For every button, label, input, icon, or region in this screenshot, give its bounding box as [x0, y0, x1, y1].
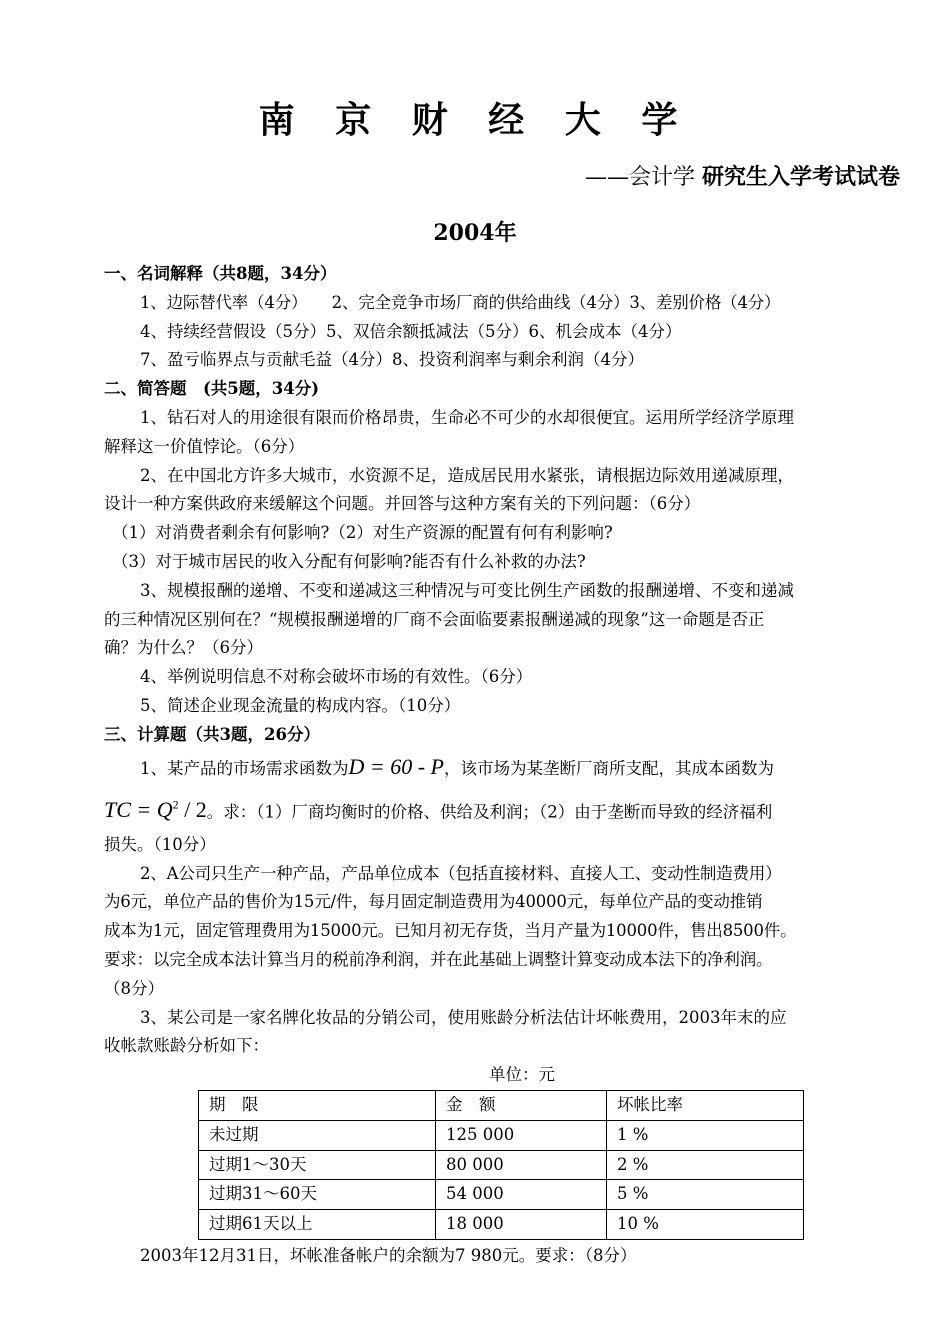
table-cell: 2 % — [607, 1150, 804, 1180]
table-unit-label: 单位：元 — [489, 1065, 555, 1085]
table-cell: 5 % — [607, 1180, 804, 1210]
table-row — [199, 1210, 804, 1240]
question-line — [104, 786, 900, 831]
table-cell: 18 000 — [436, 1210, 607, 1240]
question-line: 的三种情况区别何在？“规模报酬递增的厂商不会面临要素报酬递减的现象”这一命题是否正 — [104, 609, 765, 629]
table-cell: 80 000 — [436, 1150, 607, 1180]
subtitle-exam-name: 研究生入学考试试卷 — [701, 164, 900, 190]
question-line: 2003年12月31日，坏帐准备帐户的余额为7 980元。要求：（8分） — [140, 1246, 637, 1266]
question-line: 要求：以完全成本法计算当月的税前净利润，并在此基础上调整计算变动成本法下的净利润。 — [104, 950, 773, 970]
question-line: 成本为1元，固定管理费用为15000元。已知月初无存货，当月产量为10000件，售出8500件。 — [104, 921, 797, 941]
question-line: 4、举例说明信息不对称会破坏市场的有效性。（6分） — [140, 667, 533, 687]
table-cell: 1 % — [607, 1120, 804, 1150]
question-line: （8分） — [104, 978, 164, 998]
exam-year: 2004年 — [433, 220, 517, 246]
table-header-row — [199, 1091, 804, 1121]
subtitle-subject: ——会计学 — [584, 165, 695, 190]
question-line: 3、规模报酬的递增、不变和递减这三种情况与可变比例生产函数的报酬递增、不变和递减 — [140, 580, 794, 600]
table-cell: 过期61天以上 — [199, 1210, 436, 1240]
table-cell: 过期31～60天 — [199, 1180, 436, 1210]
table-cell: 10 % — [607, 1210, 804, 1240]
table-row — [199, 1120, 804, 1150]
question-line: 3、某公司是一家名牌化妆品的分销公司，使用账龄分析法估计坏帐费用，2003年末的应 — [140, 1007, 787, 1027]
receivables-aging-table — [198, 1090, 804, 1240]
table-cell: 未过期 — [199, 1120, 436, 1150]
table-header-cell: 期 限 — [199, 1091, 436, 1121]
table-cell: 54 000 — [436, 1180, 607, 1210]
question-line: 为6元，单位产品的售价为15元/件，每月固定制造费用为40000元，每单位产品的变动推销 — [104, 892, 763, 912]
question-text: 1、某产品的市场需求函数为 — [140, 758, 349, 778]
table-cell: 过期1～30天 — [199, 1150, 436, 1180]
question-line: 设计一种方案供政府来缓解这个问题。并回答与这种方案有关的下列问题：（6分） — [104, 494, 701, 514]
demand-formula: D = 60 - P — [348, 753, 444, 779]
table-cell: 125 000 — [436, 1120, 607, 1150]
question-line: （3）对于城市居民的收入分配有何影响?能否有什么补救的办法? — [112, 551, 586, 571]
question-line: 2、在中国北方许多大城市，水资源不足，造成居民用水紧张，请根据边际效用递减原理， — [140, 465, 794, 485]
question-line: 1、边际替代率（4分） 2、完全竞争市场厂商的供给曲线（4分）3、差别价格（4分） — [140, 292, 781, 312]
university-title: 南 京 财 经 大 学 — [258, 99, 692, 141]
section-heading-short-answer: 二、简答题 (共5题，34分) — [104, 379, 320, 399]
question-line: 2、A公司只生产一种产品，产品单位成本（包括直接材料、直接人工、变动性制造费用） — [140, 863, 782, 883]
question-text: ，该市场为某垄断厂商所支配，其成本函数为 — [444, 758, 774, 778]
table-row — [199, 1150, 804, 1180]
question-line: 4、持续经营假设（5分）5、双倍余额抵减法（5分）6、机会成本（4分） — [140, 321, 682, 341]
table-header-cell: 金 额 — [436, 1091, 607, 1121]
question-line: 7、盈亏临界点与贡献毛益（4分）8、投资利润率与剩余利润（4分） — [140, 350, 644, 370]
cost-formula: TC = $Q^2 / 2$ — [104, 796, 207, 822]
exam-body — [104, 260, 900, 1271]
question-line: 确？为什么？（6分） — [104, 638, 263, 658]
question-line: 5、简述企业现金流量的构成内容。（10分） — [140, 695, 461, 715]
table-header-cell: 坏帐比率 — [607, 1091, 804, 1121]
table-row — [199, 1180, 804, 1210]
section-heading-definitions: 一、名词解释（共8题，34分） — [104, 264, 337, 283]
question-line: 损失。（10分） — [104, 834, 216, 854]
question-line: 解释这一价值悖论。（6分） — [104, 436, 305, 456]
question-line: 1、钻石对人的用途很有限而价格昂贵，生命必不可少的水却很便宜。运用所学经济学原理 — [140, 407, 794, 427]
question-line: （1）对消费者剩余有何影响?（2）对生产资源的配置有何有利影响? — [112, 523, 613, 543]
question-line — [104, 750, 900, 786]
section-heading-calculation: 三、计算题（共3题，26分） — [104, 724, 320, 744]
exam-subtitle — [585, 160, 900, 191]
question-line: 收帐款账龄分析如下： — [104, 1036, 269, 1056]
question-text: 。求：（1）厂商均衡时的价格、供给及利润；（2）由于垄断而导致的经济福利 — [206, 801, 773, 821]
